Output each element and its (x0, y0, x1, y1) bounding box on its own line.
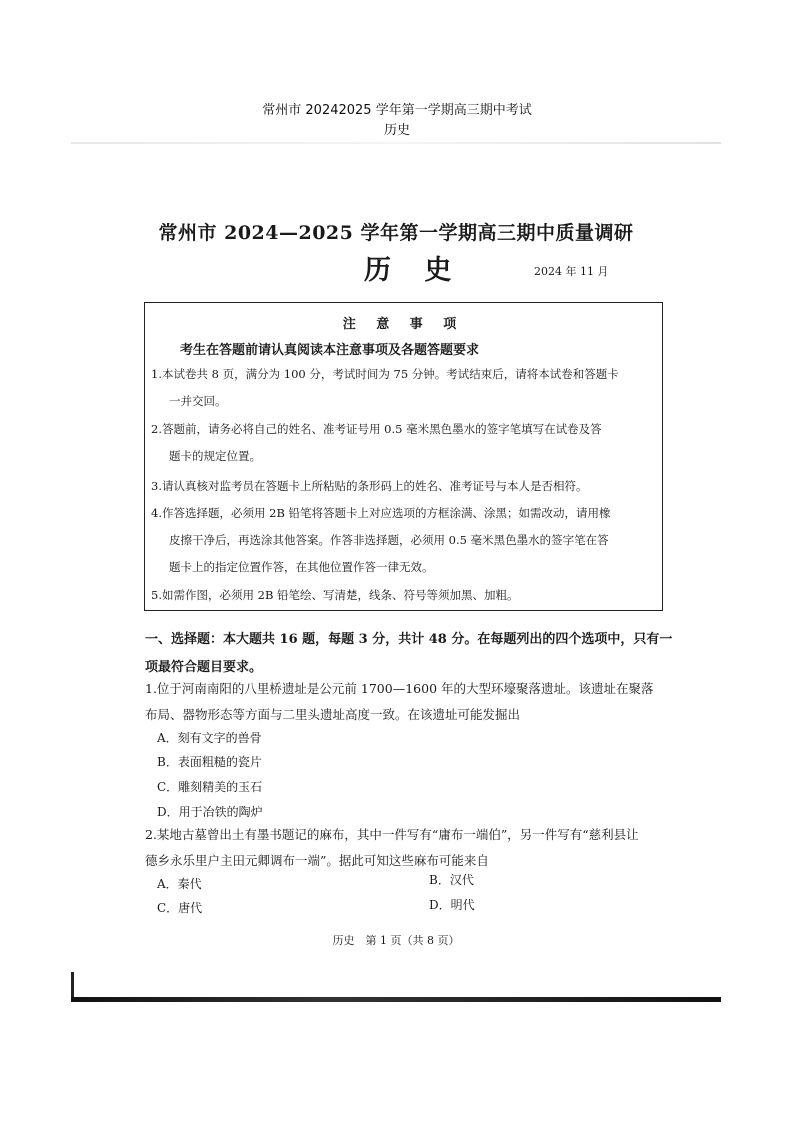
section-heading (145, 626, 685, 682)
q1-option-a: A．刻有文字的兽骨 (157, 731, 262, 745)
notice-rule-4 (151, 500, 656, 581)
q2-option-c: C．唐代 (157, 901, 203, 915)
q1-option-d: D．用于冶铁的陶炉 (157, 805, 263, 819)
notice-subheading: 考生在答题前请认真阅读本注意事项及各题答题要求 (180, 343, 480, 358)
page-footer: 历史 第 1 页（共 8 页） (332, 934, 460, 947)
rule-text-continued: 题卡的规定位置。 (169, 449, 261, 463)
scanned-exam-page (71, 142, 721, 1004)
question-stem-line: 布局、器物形态等方面与二里头遗址高度一致。在该遗址可能发掘出 (145, 707, 521, 722)
rule-text: 3.请认真核对监考员在答题卡上所粘贴的条形码上的姓名、准考证号与本人是否相符。 (151, 479, 588, 493)
question-stem-line: 1.位于河南南阳的八里桥遗址是公元前 1700—1600 年的大型环壕聚落遗址。该遗址在聚落 (145, 681, 654, 696)
q2-option-a: A．秦代 (157, 877, 202, 891)
section-heading-line2: 项最符合题目要求。 (145, 660, 263, 675)
q1-option-b: B．表面粗糙的瓷片 (157, 755, 262, 769)
notice-rule-5 (151, 582, 656, 609)
rule-text: 5.如需作图，必须用 2B 铅笔绘、写清楚，线条、符号等须加黑、加粗。 (151, 588, 519, 602)
notice-rule-3 (151, 473, 656, 500)
question-1-stem (145, 676, 685, 728)
page-header-title: 常州市 20242025 学年第一学期高三期中考试 (262, 103, 532, 118)
rule-text: 2.答题前，请务必将自己的姓名、准考证号用 0.5 毫米黑色墨水的签字笔填写在试卷及答 (151, 422, 602, 436)
notice-rule-1 (151, 361, 656, 415)
rule-text: 4.作答选择题，必须用 2B 铅笔将答题卡上对应选项的方框涂满、涂黑；如需改动，请用橡 (151, 506, 611, 520)
rule-text-continued: 一并交回。 (169, 394, 227, 408)
notice-heading: 注 意 事 项 (342, 317, 465, 332)
exam-title: 常州市 2024—2025 学年第一学期高三期中质量调研 (158, 222, 634, 244)
subject-title: 历 史 (364, 255, 464, 286)
scan-bottom-edge (71, 997, 721, 1002)
q2-option-d: D．明代 (429, 898, 475, 912)
page-header-subject: 历史 (383, 123, 410, 138)
question-2-stem (145, 822, 685, 874)
section-heading-line1: 一、选择题：本大题共 16 题，每题 3 分，共计 48 分。在每题列出的四个选项中，只有一 (145, 632, 673, 647)
notice-box (144, 302, 663, 611)
rule-text: 1.本试卷共 8 页，满分为 100 分，考试时间为 75 分钟。考试结束后，请将本试卷和答题卡 (151, 367, 619, 381)
question-stem-line: 德乡永乐里户主田元卿调布一端”。据此可知这些麻布可能来自 (145, 853, 489, 868)
notice-rule-2 (151, 416, 656, 470)
rule-text-continued-2: 题卡上的指定位置作答，在其他位置作答一律无效。 (169, 560, 434, 574)
q2-option-b: B．汉代 (429, 873, 474, 887)
rule-text-continued: 皮擦干净后，再选涂其他答案。作答非选择题，必须用 0.5 毫米黑色墨水的签字笔在答 (169, 533, 609, 547)
question-stem-line: 2.某地古墓曾出土有墨书题记的麻布，其中一件写有“庸布一端伯”，另一件写有“慈利县让 (145, 827, 639, 842)
exam-date: 2024 年 11 月 (534, 265, 609, 278)
q1-option-c: C．雕刻精美的玉石 (157, 780, 263, 794)
scan-top-edge (71, 142, 721, 144)
